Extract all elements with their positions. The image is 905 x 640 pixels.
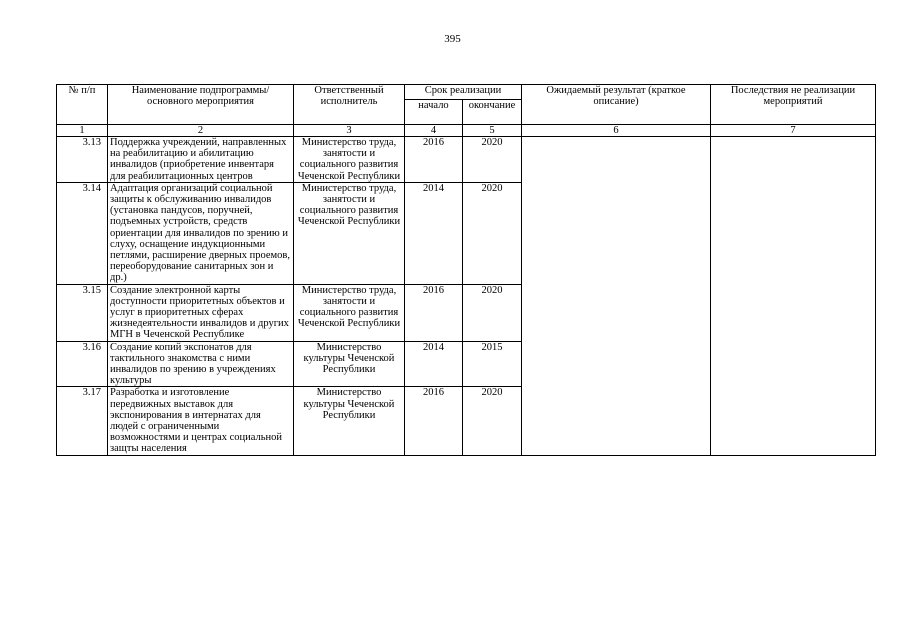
row-number: 3.16 bbox=[57, 341, 108, 387]
row-start: 2016 bbox=[405, 284, 463, 341]
row-number: 3.13 bbox=[57, 137, 108, 183]
column-number: 2 bbox=[108, 125, 294, 137]
row-start: 2014 bbox=[405, 182, 463, 284]
row-executor: Министерство культуры Чеченской Республики bbox=[294, 341, 405, 387]
column-number: 7 bbox=[711, 125, 876, 137]
header-name: Наименование подпрограммы/ основного мероприятия bbox=[108, 85, 294, 125]
row-executor: Министерство труда, занятости и социального развития Чеченской Республики bbox=[294, 137, 405, 183]
row-executor: Министерство труда, занятости и социального развития Чеченской Республики bbox=[294, 182, 405, 284]
row-executor: Министерство культуры Чеченской Республики bbox=[294, 387, 405, 455]
consequences-cell bbox=[711, 137, 876, 456]
row-name: Разработка и изготовление передвижных выставок для экспонирования в интернатах для людей с ограниченными возможностями и центрах социальной защты населения bbox=[108, 387, 294, 455]
column-number: 5 bbox=[463, 125, 522, 137]
header-num: № п/п bbox=[57, 85, 108, 125]
column-number: 3 bbox=[294, 125, 405, 137]
row-end: 2020 bbox=[463, 182, 522, 284]
row-end: 2015 bbox=[463, 341, 522, 387]
row-end: 2020 bbox=[463, 284, 522, 341]
header-result: Ожидаемый результат (краткое описание) bbox=[522, 85, 711, 125]
row-end: 2020 bbox=[463, 137, 522, 183]
measures-table bbox=[56, 84, 876, 456]
row-name: Создание электронной карты доступности приоритетных объектов и услуг в приоритетных сферах жизнедеятельности инвалидов и других МГН в Чеченской Республике bbox=[108, 284, 294, 341]
header-consequences: Последствия не реализации мероприятий bbox=[711, 85, 876, 125]
row-number: 3.15 bbox=[57, 284, 108, 341]
row-executor: Министерство труда, занятости и социального развития Чеченской Республики bbox=[294, 284, 405, 341]
row-name: Поддержка учреждений, направленных на реабилитацию и абилитацию инвалидов (приобретение инвентаря для реабилитационных центров bbox=[108, 137, 294, 183]
row-number: 3.17 bbox=[57, 387, 108, 455]
row-end: 2020 bbox=[463, 387, 522, 455]
header-executor: Ответственный исполнитель bbox=[294, 85, 405, 125]
row-start: 2016 bbox=[405, 387, 463, 455]
header-period: Срок реализации bbox=[405, 85, 522, 100]
row-start: 2014 bbox=[405, 341, 463, 387]
result-cell bbox=[522, 137, 711, 456]
column-number: 1 bbox=[57, 125, 108, 137]
header-start: начало bbox=[405, 100, 463, 125]
column-number: 4 bbox=[405, 125, 463, 137]
row-name: Создание копий экспонатов для тактильного знакомства с ними инвалидов по зрению в учреждениях культуры bbox=[108, 341, 294, 387]
row-number: 3.14 bbox=[57, 182, 108, 284]
column-number: 6 bbox=[522, 125, 711, 137]
row-name: Адаптация организаций социальной защиты к обслуживанию инвалидов (установка пандусов, поручней, подъемных устройств, средств ориентации для инвалидов по зрению и слуху, оснащение индукционными петлями, расширение дверных проемов, переоборудование санитарных зон и др.) bbox=[108, 182, 294, 284]
table-row bbox=[57, 137, 876, 183]
row-start: 2016 bbox=[405, 137, 463, 183]
header-end: окончание bbox=[463, 100, 522, 125]
page-number: 395 bbox=[444, 33, 461, 45]
